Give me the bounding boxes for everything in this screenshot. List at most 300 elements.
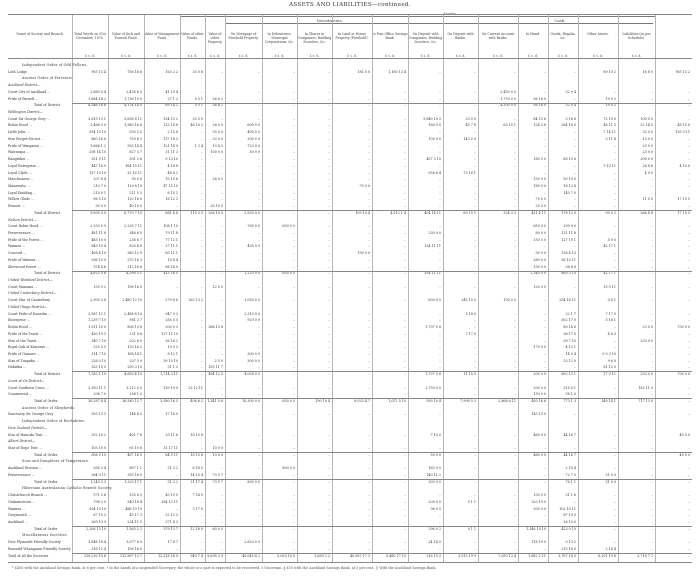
table-cell: .. [367, 392, 370, 397]
table-cell: 80 0 0 [535, 231, 546, 235]
table-cell: 798 2 0 [93, 499, 106, 504]
currency-units-label: £ s. d. [528, 54, 538, 58]
table-cell: .. [257, 183, 260, 188]
table-cell: 1,980 16 8 [124, 123, 142, 128]
table-cell: 497 18 0 [127, 452, 142, 457]
table-cell: .. [473, 89, 476, 94]
table-cell: 155 8 5 [129, 493, 142, 498]
table-cell: 313 16 8 [127, 264, 142, 269]
table-cell: 269 13 9 [91, 519, 106, 524]
table-cell: .. [200, 351, 203, 356]
table-cell: .. [573, 96, 576, 101]
table-cell: 180 0 0 [533, 157, 546, 162]
row-label: Total of all the Societies [8, 553, 49, 558]
table-cell: 300 0 0 [247, 136, 260, 141]
row-label: Independent Order of Odd Fellows, [22, 63, 88, 67]
table-cell: 120 16 2 [127, 345, 142, 350]
row-label: Robin Hood ... [8, 123, 32, 128]
row-label: Total of District [34, 271, 61, 276]
table-cell: .. [613, 157, 616, 162]
table-cell: .. [513, 351, 516, 356]
table-cell: .. [573, 204, 576, 209]
table-cell: .. [327, 143, 330, 148]
table-cell: 10 0 0 [212, 452, 223, 457]
table-cell: .. [403, 540, 406, 545]
table-cell: 1,050 0 0 [244, 298, 260, 303]
table-cell: .. [543, 325, 546, 330]
table-cell: .. [367, 540, 370, 545]
table-cell: 1,346 10 10 [526, 526, 546, 531]
table-cell: .. [292, 210, 295, 215]
table-cell: .. [403, 251, 406, 256]
table-cell: .. [367, 244, 370, 249]
table-row [8, 493, 692, 497]
table-cell: .. [257, 472, 260, 477]
table-cell: .. [543, 311, 546, 316]
table-cell: .. [513, 526, 516, 531]
table-cell: .. [513, 338, 516, 343]
table-cell: .. [403, 224, 406, 229]
table-cell: 380 12 9 [127, 251, 142, 256]
table-cell: 270 16 3 [127, 257, 142, 262]
table-cell: .. [543, 519, 546, 524]
table-cell: 30,287 4 4 [88, 399, 106, 403]
table-cell: .. [573, 170, 576, 175]
table-row-heading [8, 459, 692, 463]
table-cell: .. [200, 412, 203, 417]
table-cell: .. [327, 452, 330, 457]
table-cell: 4 8 0 [607, 331, 616, 336]
row-label: Pioneer ... [8, 204, 26, 209]
table-cell: .. [200, 365, 203, 370]
table-cell: .. [650, 244, 653, 249]
table-row [8, 197, 692, 201]
table-row [8, 171, 692, 175]
table-row [8, 251, 692, 255]
table-cell: .. [220, 163, 223, 168]
table-cell: 340 7 10 [91, 338, 106, 343]
table-row [8, 513, 692, 517]
table-row-section [8, 291, 692, 295]
table-cell: .. [292, 264, 295, 269]
table-cell: .. [367, 123, 370, 128]
row-label: Wairarapa ... [8, 150, 30, 155]
table-cell: 225 5 5 [93, 345, 106, 350]
table-cell: .. [573, 412, 576, 417]
currency-units-label: £ s. d. [420, 54, 431, 58]
table-cell: .. [367, 546, 370, 551]
row-label: Hokitika ... [8, 365, 27, 370]
table-cell: .. [438, 446, 441, 451]
table-cell: .. [292, 284, 295, 289]
table-cell: 3,077 8 9 [126, 540, 142, 545]
table-cell: .. [175, 284, 178, 289]
table-cell: 226 0 10 [91, 358, 106, 363]
table-cell: .. [650, 526, 653, 531]
table-cell: 430 19 3 [91, 331, 106, 336]
table-cell: .. [438, 183, 441, 188]
table-cell: .. [513, 479, 516, 484]
table-cell: .. [200, 177, 203, 182]
table-cell: .. [292, 237, 295, 242]
table-cell: 325 10 0 [91, 365, 106, 370]
table-cell: .. [687, 190, 690, 195]
table-cell: 400 0 0 [247, 130, 260, 135]
table-cell: .. [292, 257, 295, 262]
table-cell: 488 19 10 [125, 506, 142, 511]
table-cell: .. [473, 446, 476, 451]
table-cell: 84 15 6 [533, 116, 546, 121]
row-label: Total of Order [34, 479, 58, 484]
table-cell: .. [367, 499, 370, 504]
table-cell: 245 10 0 [461, 298, 476, 303]
table-cell: .. [613, 499, 616, 504]
table-cell: .. [438, 284, 441, 289]
table-cell: 47 15 10 [163, 183, 178, 188]
table-cell: 1,750 0 0 [500, 96, 516, 101]
table-cell: .. [438, 163, 441, 168]
table-cell: .. [513, 163, 516, 168]
row-label: Total of Order [34, 399, 58, 403]
table-cell: 1,707 5 8 [425, 325, 441, 330]
table-cell: .. [200, 251, 203, 256]
table-cell: .. [175, 392, 178, 397]
table-cell: 215 16 0 [561, 546, 576, 551]
table-cell: .. [403, 257, 406, 262]
table-cell: 100 0 0 [640, 116, 653, 121]
table-cell: 300 0 0 [247, 351, 260, 356]
table-cell: .. [327, 157, 330, 162]
currency-units-label: £ s. d. [85, 54, 95, 58]
table-cell: .. [200, 331, 203, 336]
table-cell: .. [687, 157, 690, 162]
table-cell: .. [403, 271, 406, 276]
table-cell: .. [543, 298, 546, 303]
table-cell: .. [613, 506, 616, 511]
table-cell: 26 8 6 [642, 163, 653, 168]
table-cell: 23 0 0 [642, 143, 653, 148]
table-cell: .. [513, 432, 516, 437]
table-cell: .. [367, 96, 370, 101]
table-cell: 73 5 7 [212, 479, 223, 484]
table-cell: 650 0 0 [533, 224, 546, 229]
table-cell: .. [200, 244, 203, 249]
table-cell: .. [687, 412, 690, 417]
table-cell: .. [613, 385, 616, 390]
table-cell: .. [200, 190, 203, 195]
table-cell: .. [200, 325, 203, 330]
table-cell: .. [438, 412, 441, 417]
table-cell: .. [220, 116, 223, 121]
table-cell: .. [257, 96, 260, 101]
table-cell: 124 11 11 [424, 244, 441, 249]
table-cell: 12 18 0 [190, 526, 203, 531]
table-cell: 4 15 0 [679, 163, 690, 168]
table-cell: 2,333 0 9 [90, 224, 106, 229]
table-cell: 123 14 8 [163, 123, 178, 128]
table-cell: .. [438, 264, 441, 269]
table-cell: .. [403, 190, 406, 195]
table-cell: .. [513, 385, 516, 390]
table-cell: 955 13 4 [91, 69, 106, 74]
table-cell: .. [327, 264, 330, 269]
table-cell: 6 15 2 [167, 190, 178, 195]
table-cell: .. [327, 298, 330, 303]
table-cell: .. [403, 546, 406, 551]
table-cell: 50 19 0 [563, 177, 576, 182]
row-label: Marchioness ... [8, 177, 34, 182]
row-label: Loth Lodge [8, 69, 28, 74]
table-cell: 0 13 2 [565, 540, 576, 545]
table-cell: .. [513, 197, 516, 202]
table-cell: 253 0 0 [640, 372, 653, 377]
table-cell: .. [687, 519, 690, 524]
table-row-total [8, 480, 692, 484]
table-cell: 130 0 0 [533, 493, 546, 498]
table-cell: .. [513, 264, 516, 269]
table-row [8, 298, 692, 302]
table-cell: 286 13 8 [208, 325, 223, 330]
table-cell: .. [367, 358, 370, 363]
table-cell: .. [650, 318, 653, 323]
table-cell: .. [327, 466, 330, 471]
table-cell: .. [200, 358, 203, 363]
table-cell: .. [292, 311, 295, 316]
table-cell: .. [687, 553, 690, 558]
table-cell: .. [650, 298, 653, 303]
table-cell: .. [543, 446, 546, 451]
table-cell: 14 0 4 [565, 351, 576, 356]
table-cell: .. [613, 89, 616, 94]
table-cell: .. [473, 365, 476, 370]
table-cell: .. [650, 519, 653, 524]
table-cell: 115 3 0 [190, 210, 203, 215]
table-cell: .. [327, 224, 330, 229]
table-cell: .. [327, 432, 330, 437]
table-cell: 504 10 10 [89, 506, 106, 511]
table-cell: .. [292, 251, 295, 256]
table-cell: 9 1 1 [467, 526, 476, 531]
table-cell: .. [292, 365, 295, 370]
table-cell: 19 4 5 [212, 143, 223, 148]
table-row-total [8, 271, 692, 275]
table-cell: .. [650, 479, 653, 484]
table-row [8, 144, 692, 148]
table-cell: .. [367, 385, 370, 390]
table-cell: 52 14 0 [640, 123, 653, 128]
table-cell: .. [650, 96, 653, 101]
table-cell: 600 0 0 [247, 123, 260, 128]
table-row [8, 520, 692, 524]
table-cell: .. [327, 325, 330, 330]
table-cell: .. [438, 197, 441, 202]
table-row [8, 150, 692, 154]
table-cell: .. [687, 351, 690, 356]
table-cell: 256 10 0 [208, 210, 223, 215]
row-label: Court Pride of Dunedin ... [8, 311, 52, 316]
table-cell: .. [200, 170, 203, 175]
table-cell: .. [687, 526, 690, 531]
table-cell: 408 4 10 [91, 251, 106, 256]
table-cell: .. [200, 392, 203, 397]
column-header: On Deposit with Companies, Building Societies, &c. [408, 32, 443, 44]
table-cell: .. [438, 143, 441, 148]
table-cell: .. [650, 493, 653, 498]
table-cell: .. [327, 513, 330, 518]
table-cell: 1,714 3 11 [160, 372, 178, 377]
table-cell: .. [220, 311, 223, 316]
table-cell: .. [367, 231, 370, 235]
table-cell: 1,682 2 11 [528, 553, 546, 558]
table-cell: 2,480 12 10 [122, 298, 142, 303]
table-cell: .. [327, 237, 330, 242]
table-cell: 210 7 0 [93, 183, 106, 188]
table-cell: .. [292, 183, 295, 188]
table-cell: .. [438, 190, 441, 195]
table-cell: .. [473, 318, 476, 323]
table-cell: .. [687, 365, 690, 370]
row-label: Albert District— [8, 439, 36, 444]
table-cell: 9,895 0 0 [90, 210, 106, 215]
table-cell: 947 9 3 [165, 311, 178, 316]
table-cell: 401 7 6 [129, 432, 142, 437]
table-cell: .. [327, 493, 330, 498]
table-cell: 3,840 10 3 [423, 116, 441, 121]
table-cell: 506 0 10 [91, 452, 106, 457]
table-cell: .. [613, 452, 616, 457]
table-row [8, 332, 692, 336]
table-cell: .. [438, 318, 441, 323]
table-cell: 99 0 2 [605, 210, 616, 215]
row-label: Star of Tuapeka ... [8, 358, 39, 363]
table-cell: .. [220, 244, 223, 249]
table-cell: 150 0 0 [533, 177, 546, 182]
table-cell: .. [403, 472, 406, 477]
row-label: Star Forget-Me-not ... [8, 136, 45, 141]
table-cell: 11 15 0 [463, 372, 476, 377]
table-cell: 649 10 4 [91, 244, 106, 249]
table-cell: 134 15 2 [163, 116, 178, 121]
table-cell: 300 0 0 [533, 506, 546, 511]
column-header: In Hand. [525, 32, 541, 36]
table-cell: .. [687, 237, 690, 242]
table-cell: .. [327, 412, 330, 417]
table-cell: .. [650, 89, 653, 94]
table-cell: .. [327, 231, 330, 235]
table-cell: 25 12 0 [563, 358, 576, 363]
table-cell: .. [292, 472, 295, 477]
row-label: Total of District [34, 103, 61, 108]
table-cell: 16 15 8 [190, 432, 203, 437]
table-cell: 2,683 0 4 [90, 89, 106, 94]
table-cell: .. [650, 466, 653, 471]
table-cell: .. [573, 150, 576, 155]
table-cell: .. [403, 311, 406, 316]
table-cell: .. [257, 69, 260, 74]
table-cell: .. [257, 264, 260, 269]
table-cell: .. [367, 103, 370, 108]
table-cell: .. [367, 224, 370, 229]
table-row-section [8, 426, 692, 430]
table-cell: .. [403, 331, 406, 336]
table-cell: .. [292, 385, 295, 390]
table-cell: .. [403, 412, 406, 417]
row-label: Perseverance ... [8, 231, 35, 235]
table-cell: .. [367, 526, 370, 531]
table-cell: .. [687, 103, 690, 108]
table-cell: 50 0 0 [249, 150, 260, 155]
table-cell: 447 16 9 [91, 163, 106, 168]
table-cell: 423 0 10 [561, 526, 576, 531]
table-cell: .. [650, 432, 653, 437]
table-cell: 6 18 0 [192, 466, 203, 471]
table-cell: 2 5 0 [214, 358, 223, 363]
footnote: * £450 with the Auckland Savings Bank, at 6 per cent. † In the hands of a suspended Secretary; the whole or a part is expected to be recovered. ‡ Uncertain. § £50 with the Auckland Savings Bank, at 5 per cent. || With the Auckland Savings Bank. [12, 566, 437, 570]
table-cell: .. [543, 318, 546, 323]
table-cell: 32 0 0 [642, 130, 653, 135]
table-cell: .. [543, 365, 546, 370]
table-cell: .. [473, 546, 476, 551]
table-cell: .. [327, 251, 330, 256]
table-cell: 550 5 5 [129, 130, 142, 135]
table-cell: .. [327, 136, 330, 141]
table-cell: 284 16 0 [561, 123, 576, 128]
table-cell: .. [327, 318, 330, 323]
table-cell: .. [220, 392, 223, 397]
table-cell: .. [513, 318, 516, 323]
table-cell: .. [327, 190, 330, 195]
table-row-heading [8, 486, 692, 490]
table-cell: 300 0 0 [247, 358, 260, 363]
table-cell: 3 16 8 [565, 116, 576, 121]
table-row [8, 386, 692, 390]
table-cell: 2,208 13 10 [86, 526, 106, 531]
table-cell: .. [513, 130, 516, 135]
header-rule [8, 58, 692, 59]
table-cell: 33 0 0 [212, 136, 223, 141]
table-cell: 7 17 0 [465, 331, 476, 336]
row-label: Court City of Auckland ... [8, 89, 51, 94]
table-cell: .. [513, 136, 516, 141]
row-label: Pride of the Taieri ... [8, 331, 43, 336]
table-cell: 45 17 3 [129, 513, 142, 518]
table-row [8, 312, 692, 316]
table-cell: 3,767 18 0 [558, 553, 576, 558]
table-cell: 650 0 0 [282, 399, 295, 403]
table-cell: 352 10 2 [91, 432, 106, 437]
table-cell: 27 11 1 [165, 244, 178, 249]
table-row [8, 191, 692, 195]
table-row [8, 392, 692, 396]
table-cell: 2,930 0 0 [244, 210, 260, 215]
table-cell: .. [327, 163, 330, 168]
table-cell: .. [292, 519, 295, 524]
table-cell: .. [367, 163, 370, 168]
table-cell: 205 0 0 [533, 372, 546, 377]
table-cell: 2,750 0 0 [425, 385, 441, 390]
table-cell: .. [687, 392, 690, 397]
row-label: Total of Order [34, 526, 58, 531]
table-cell: .. [650, 452, 653, 457]
table-cell: 108 1 10 [163, 224, 178, 229]
table-cell: .. [403, 479, 406, 484]
table-cell: 129 8 10 [127, 183, 142, 188]
row-label: Wellington District— [8, 110, 43, 115]
column-header: On Current Account with Banks. [481, 32, 515, 40]
table-cell: 1,229 17 1 [124, 479, 142, 484]
table-cell: .. [403, 231, 406, 235]
table-cell: 70 0 0 [359, 183, 370, 188]
